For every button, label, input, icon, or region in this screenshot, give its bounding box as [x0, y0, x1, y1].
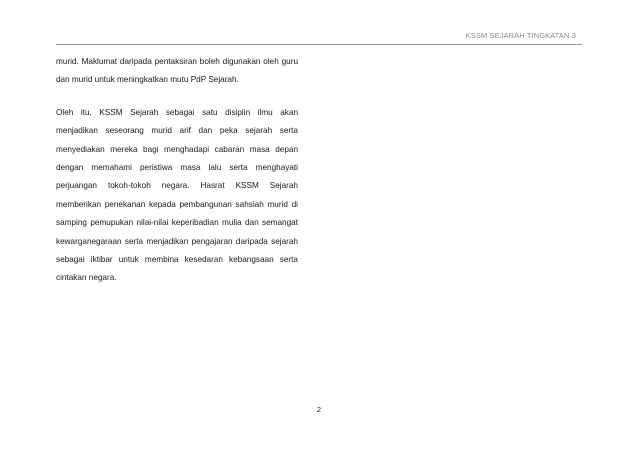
- header-divider: [56, 44, 582, 45]
- paragraph-kssm-sejarah: Oleh itu, KSSM Sejarah sebagai satu disiplin ilmu akan menjadikan seseorang murid arif dan peka sejarah serta menyediakan mereka bagi menghadapi cabaran masa depan dengan memahami peristiwa masa lalu serta menghayati perjuangan tokoh-tokoh negara. Hasrat KSSM Sejarah memberikan penekanan kepada pembangunan sahsiah murid di samping pemupukan nilai-nilai keperibadian mulia dan semangat kewarganegaraan serta menjadikan pengajaran daripada sejarah sebagai iktibar untuk membina kesedaran kebangsaan serta cintakan negara.: [56, 107, 298, 283]
- page-number: 2: [316, 405, 322, 414]
- paragraph-assessment: murid. Maklumat daripada pentaksiran boleh digunakan oleh guru dan murid untuk meningkatkan mutu PdP Sejarah.: [56, 57, 298, 85]
- body-text-column: [56, 53, 298, 288]
- running-header-title: KSSM SEJARAH TINGKATAN 3: [465, 31, 576, 40]
